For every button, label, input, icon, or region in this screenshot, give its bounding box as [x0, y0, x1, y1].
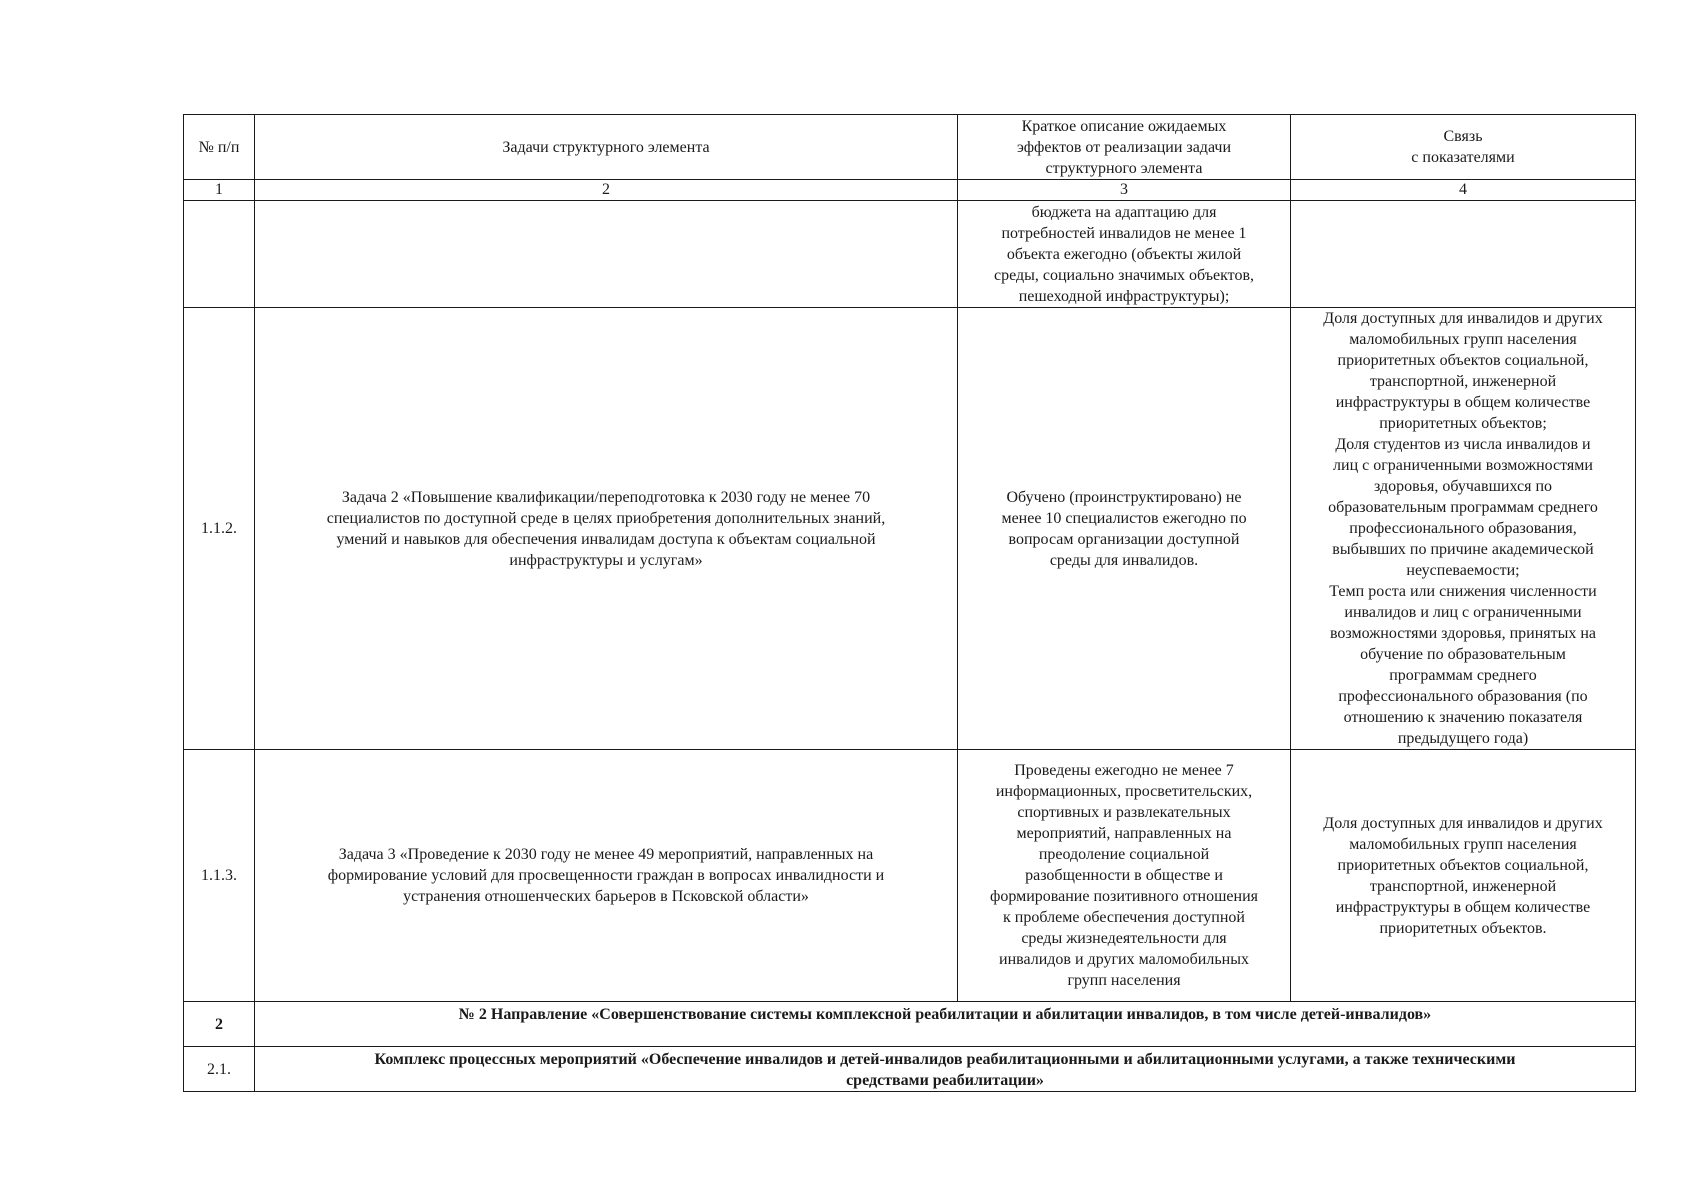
- complex-row: [184, 1047, 1636, 1092]
- column-number-1: 1: [184, 180, 255, 201]
- direction-row: [184, 1002, 1636, 1047]
- header-indicators-link: Связь с показателями: [1291, 115, 1636, 180]
- direction-number: 2: [184, 1002, 255, 1047]
- row-indicators: Доля доступных для инвалидов и других маломобильных групп населения приоритетных объектов социальной, транспортной, инженерной инфраструктуры в общем количестве приоритетных объектов.: [1291, 750, 1636, 1002]
- table-row: [184, 308, 1636, 750]
- header-tasks: Задачи структурного элемента: [255, 115, 958, 180]
- row-number: 1.1.3.: [184, 750, 255, 1002]
- complex-number: 2.1.: [184, 1047, 255, 1092]
- table-row: [184, 750, 1636, 1002]
- column-number-4: 4: [1291, 180, 1636, 201]
- table-header-row: [184, 115, 1636, 180]
- row-effect: бюджета на адаптацию для потребностей инвалидов не менее 1 объекта ежегодно (объекты жилой среды, социально значимых объектов, пешеходной инфраструктуры);: [958, 201, 1291, 308]
- row-number: 1.1.2.: [184, 308, 255, 750]
- header-effects: Краткое описание ожидаемых эффектов от реализации задачи структурного элемента: [958, 115, 1291, 180]
- column-numbers-row: [184, 180, 1636, 201]
- structural-element-table: [183, 114, 1636, 1092]
- row-effect: Проведены ежегодно не менее 7 информационных, просветительских, спортивных и развлекательных мероприятий, направленных на преодоление социальной разобщенности в обществе и формирование позитивного отношения к проблеме обеспечения доступной среды жизнедеятельности для инвалидов и других маломобильных групп населения: [958, 750, 1291, 1002]
- row-indicators: [1291, 201, 1636, 308]
- direction-title: № 2 Направление «Совершенствование системы комплексной реабилитации и абилитации инвалидов, в том числе детей-инвалидов»: [255, 1002, 1636, 1047]
- table-row: [184, 201, 1636, 308]
- complex-title: Комплекс процессных мероприятий «Обеспечение инвалидов и детей-инвалидов реабилитационными и абилитационными услугами, а также техническими средствами реабилитации»: [255, 1047, 1636, 1092]
- row-task: Задача 2 «Повышение квалификации/переподготовка к 2030 году не менее 70 специалистов по доступной среде в целях приобретения дополнительных знаний, умений и навыков для обеспечения инвалидам доступа к объектам социальной инфраструктуры и услугам»: [255, 308, 958, 750]
- row-indicators: Доля доступных для инвалидов и других маломобильных групп населения приоритетных объектов социальной, транспортной, инженерной инфраструктуры в общем количестве приоритетных объектов; Доля студентов из числа инвалидов и лиц с ограниченными возможностями здоровья, обучавшихся по образовательным программам среднего профессионального образования, выбывших по причине академической неуспеваемости; Темп роста или снижения численности инвалидов и лиц с ограниченными возможностями здоровья, принятых на обучение по образовательным программам среднего профессионального образования (по отношению к значению показателя предыдущего года): [1291, 308, 1636, 750]
- row-number: [184, 201, 255, 308]
- row-task: [255, 201, 958, 308]
- column-number-3: 3: [958, 180, 1291, 201]
- row-effect: Обучено (проинструктировано) не менее 10 специалистов ежегодно по вопросам организации доступной среды для инвалидов.: [958, 308, 1291, 750]
- column-number-2: 2: [255, 180, 958, 201]
- row-task: Задача 3 «Проведение к 2030 году не менее 49 мероприятий, направленных на формирование условий для просвещенности граждан в вопросах инвалидности и устранения отношенческих барьеров в Псковской области»: [255, 750, 958, 1002]
- header-number: № п/п: [184, 115, 255, 180]
